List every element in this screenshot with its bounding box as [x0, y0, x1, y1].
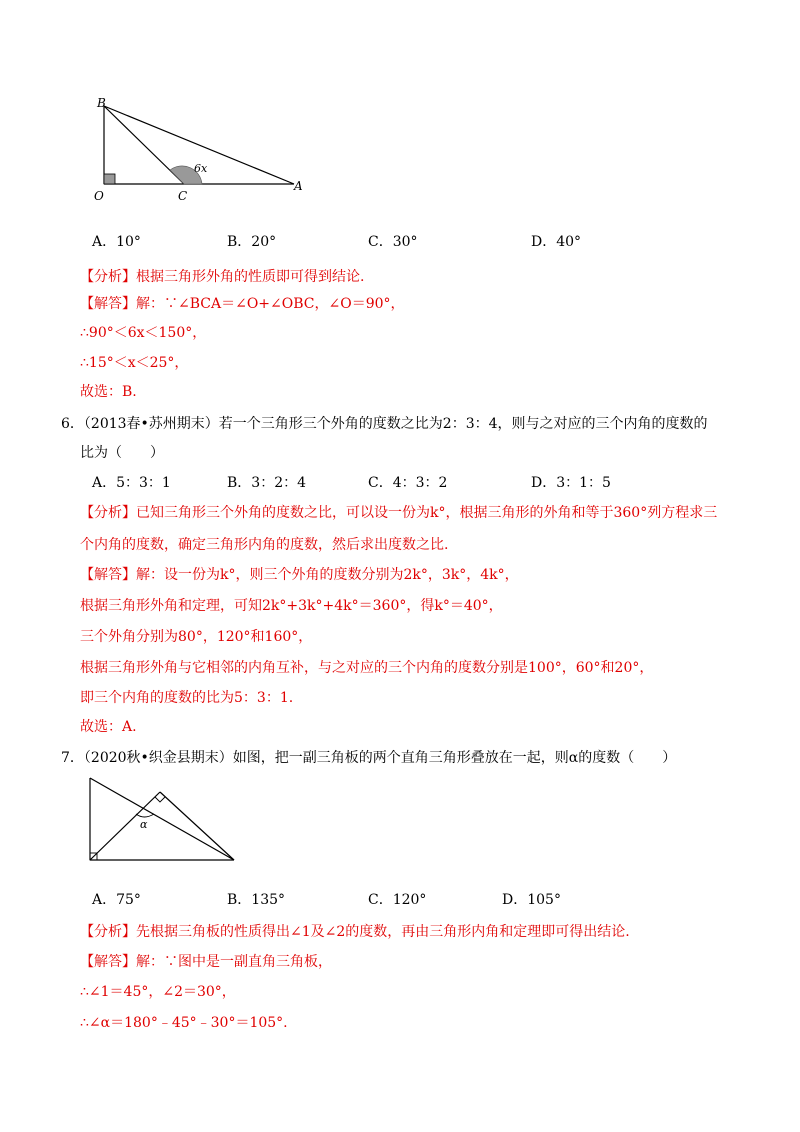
q6-option-c: C．4：3：2	[368, 475, 448, 491]
q5-answer-line-2: ∴90°＜6x＜150°，	[80, 325, 207, 341]
q6-answer-line-4: 根据三角形外角与它相邻的内角互补，与之对应的三个内角的度数分别是100°，60°和20°，	[80, 660, 654, 676]
q6-answer-line-5: 即三个内角的度数的比为5：3：1.	[80, 690, 294, 706]
inner-leg-2	[160, 792, 234, 860]
q6-answer-line-6: 故选：A.	[80, 719, 137, 735]
label-c: C	[178, 189, 188, 203]
q6-stem-line-2: 比为（ ）	[80, 445, 164, 461]
triangle-figure-1	[88, 92, 308, 204]
q7-option-b: B．135°	[227, 892, 286, 908]
right-angle-mark	[104, 174, 115, 184]
label-6x: 6x	[194, 162, 208, 175]
q7-answer-line-2: ∴∠1＝45°，∠2＝30°，	[80, 984, 236, 1000]
q6-analysis-line-1: 【分析】已知三角形三个外角的度数之比，可以设一份为k°，根据三角形的外角和等于360°列方程求三	[80, 505, 718, 521]
hypotenuse-upper	[90, 778, 234, 860]
q5-option-a: A．10°	[92, 234, 141, 250]
q7-option-a: A．75°	[92, 892, 141, 908]
right-angle-mark-top	[155, 797, 165, 802]
q5-option-d: D．40°	[531, 234, 582, 250]
q5-analysis: 【分析】根据三角形外角的性质即可得到结论.	[80, 269, 365, 285]
q6-option-d: D．3：1：5	[531, 475, 611, 491]
label-o: O	[94, 189, 104, 203]
q6-answer-line-3: 三个外角分别为80°，120°和160°，	[80, 629, 313, 645]
set-squares-figure	[82, 772, 242, 864]
q5-answer-line-4: 故选：B.	[80, 384, 137, 400]
q5-answer-line-1: 【解答】解：∵∠BCA＝∠O+∠OBC，∠O＝90°，	[80, 296, 405, 312]
q5-option-b: B．20°	[227, 234, 277, 250]
q6-stem-line-1: 6．（2013春•苏州期末）若一个三角形三个外角的度数之比为2：3：4，则与之对应的三个内角的度数的	[61, 416, 708, 432]
label-b: B	[97, 96, 106, 110]
q7-stem: 7．（2020秋•织金县期末）如图，把一副三角板的两个直角三角形叠放在一起，则α的度数（ ）	[61, 750, 677, 766]
q6-analysis-line-2: 个内角的度数，确定三角形内角的度数，然后求出度数之比.	[80, 537, 449, 553]
label-alpha: α	[140, 818, 148, 831]
inner-leg-1	[90, 792, 160, 860]
q5-option-c: C．30°	[368, 234, 418, 250]
q7-answer-line-3: ∴∠α＝180°﹣45°﹣30°＝105°.	[80, 1015, 288, 1031]
q6-answer-line-1: 【解答】解：设一份为k°，则三个外角的度数分别为2k°，3k°，4k°，	[80, 567, 519, 583]
q7-analysis: 【分析】先根据三角板的性质得出∠1及∠2的度数，再由三角形内角和定理即可得出结论.	[80, 924, 630, 940]
q7-answer-line-1: 【解答】解：∵图中是一副直角三角板，	[80, 954, 332, 970]
q5-answer-line-3: ∴15°＜x＜25°，	[80, 355, 189, 371]
q6-option-b: B．3：2：4	[227, 475, 307, 491]
q7-option-c: C．120°	[368, 892, 427, 908]
q7-option-d: D．105°	[502, 892, 561, 908]
q6-option-a: A．5：3：1	[92, 475, 171, 491]
alpha-arc	[136, 814, 154, 817]
label-a: A	[294, 179, 303, 193]
q6-answer-line-2: 根据三角形外角和定理，可知2k°+3k°+4k°＝360°，得k°＝40°，	[80, 598, 503, 614]
